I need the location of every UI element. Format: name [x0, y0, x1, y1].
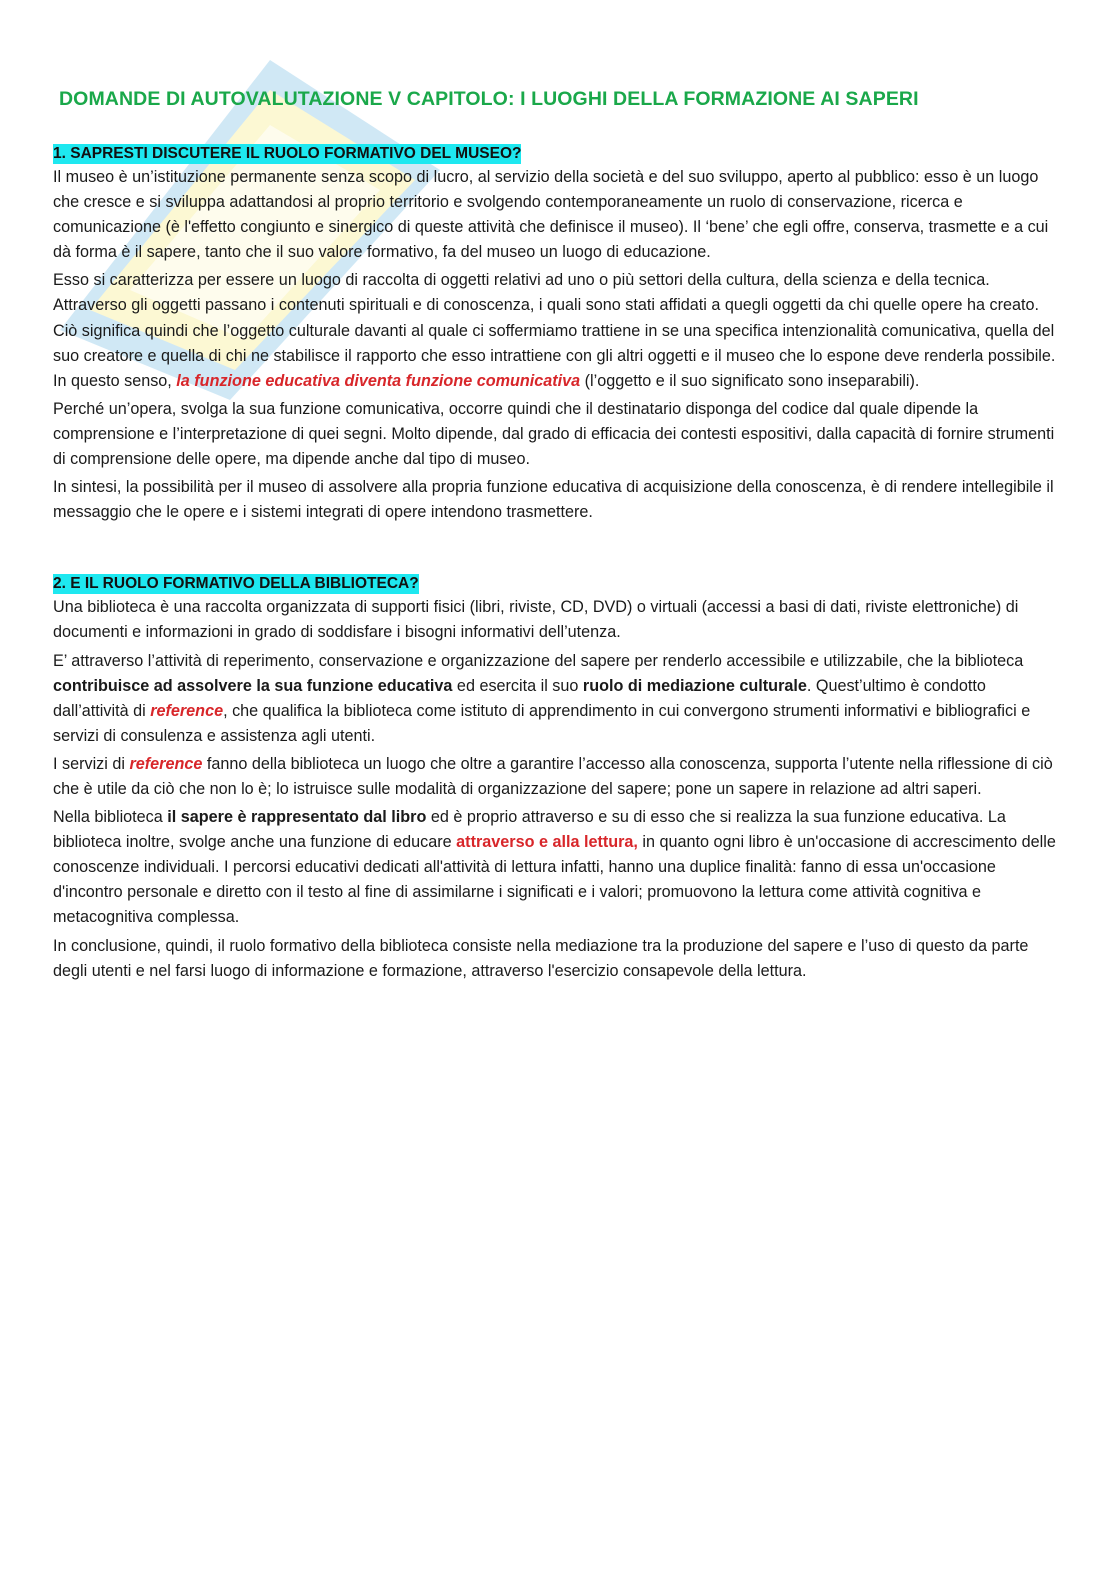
question-heading-2-text: 2. E IL RUOLO FORMATIVO DELLA BIBLIOTECA?	[53, 575, 419, 593]
highlight-text: reference	[129, 754, 203, 773]
bold-text: contribuisce ad assolvere la sua funzione educativa	[53, 676, 453, 695]
question-heading-1-text: 1. SAPRESTI DISCUTERE IL RUOLO FORMATIVO DEL MUSEO?	[53, 145, 522, 162]
highlight-text: la funzione educativa diventa funzione comunicativa	[176, 371, 581, 390]
bold-text: ruolo di mediazione culturale	[582, 676, 807, 695]
question-heading-2	[53, 575, 1063, 593]
bold-text: il sapere è rappresentato dal libro	[167, 808, 427, 827]
paragraph: E’ attraverso l’attività di reperimento, conservazione e organizzazione del sapere per renderlo accessibile e utilizzabile, che la biblioteca contribuisce ad assolvere la sua funzione educativa ed esercita il suo ruolo di mediazione culturale. Quest’ultimo è condotto dall’attività di reference, che qualifica la biblioteca come istituto di apprendimento in cui convergono strumenti informativi e bibliografici e servizi di consulenza e assistenza agli utenti.	[53, 651, 1031, 745]
paragraph: Nella biblioteca il sapere è rappresentato dal libro ed è proprio attraverso e su di esso che si realizza la sua funzione educativa. La biblioteca inoltre, svolge anche una funzione di educare attraverso e alla lettura, in quanto ogni libro è un'occasione di accrescimento delle conoscenze individuali. I percorsi educativi dedicati all'attività di lettura infatti, hanno una duplice finalità: fanno di essa un'occasione d'incontro personale e diretto con il testo al fine di assimilarne i significati e i valori; promuovono la lettura come attività cognitiva e metacognitiva complessa.	[53, 808, 1056, 927]
document-page	[53, 88, 1063, 987]
paragraph: In conclusione, quindi, il ruolo formativo della biblioteca consiste nella mediazione tra la produzione del sapere e l’uso di questo da parte degli utenti e nel farsi luogo di informazione e formazione, attraverso l'esercizio consapevole della lettura.	[53, 936, 1029, 980]
paragraph: Perché un’opera, svolga la sua funzione comunicativa, occorre quindi che il destinatario disponga del codice dal quale dipende la comprensione e l’interpretazione di quei segni. Molto dipende, dal grado di efficacia dei contesti espositivi, dalla capacità di fornire strumenti di comprensione delle opere, ma dipende anche dal tipo di museo.	[53, 399, 1055, 469]
section-museo	[53, 145, 1063, 525]
document-title: DOMANDE DI AUTOVALUTAZIONE V CAPITOLO: I LUOGHI DELLA FORMAZIONE AI SAPERI	[59, 88, 919, 110]
paragraph: I servizi di reference fanno della biblioteca un luogo che oltre a garantire l’accesso alla conoscenza, supporta l’utente nella riflessione di ciò che è utile da ciò che non lo è; lo istruisce sulle modalità di organizzazione del sapere; pone un sapere in relazione ad altri saperi.	[53, 754, 1053, 798]
paragraph: Una biblioteca è una raccolta organizzata di supporti fisici (libri, riviste, CD, DVD) o virtuali (accessi a basi di dati, riviste elettroniche) di documenti e informazioni in grado di soddisfare i bisogni informativi dell’utenza.	[53, 598, 1019, 642]
question-heading-1	[53, 145, 1063, 163]
paragraph: Il museo è un’istituzione permanente senza scopo di lucro, al servizio della società e del suo sviluppo, aperto al pubblico: esso è un luogo che cresce e si sviluppa adattandosi al proprio territorio e svolgendo contemporaneamente un ruolo di conservazione, ricerca e comunicazione (è l'effetto congiunto e sinergico di queste attività che definisce il museo). Il ‘bene’ che egli offre, conserva, trasmette e a cui dà forma è il sapere, tanto che il suo valore formativo, fa del museo un luogo di educazione.	[53, 168, 1049, 262]
highlight-text: reference	[150, 701, 224, 720]
paragraph: Esso si caratterizza per essere un luogo di raccolta di oggetti relativi ad uno o più settori della cultura, della scienza e della tecnica. Attraverso gli oggetti passano i contenuti spirituali e di conoscenza, i quali sono stati affidati a quegli oggetti da chi quelle opere ha creato. Ciò significa quindi che l’oggetto culturale davanti al quale ci soffermiamo trattiene in se una specifica intenzionalità comunicativa, quella del suo creatore e quella di chi ne stabilisce il rapporto che esso intrattiene con gli altri oggetti e il museo che lo espone deve renderla possibile. In questo senso, la funzione educativa diventa funzione comunicativa (l’oggetto e il suo significato sono inseparabili).	[53, 271, 1056, 390]
highlight-text: attraverso e alla lettura,	[456, 833, 638, 852]
paragraph: In sintesi, la possibilità per il museo di assolvere alla propria funzione educativa di acquisizione della conoscenza, è di rendere intellegibile il messaggio che le opere e i sistemi integrati di opere intendono trasmettere.	[53, 478, 1054, 522]
section-biblioteca	[53, 575, 1063, 983]
